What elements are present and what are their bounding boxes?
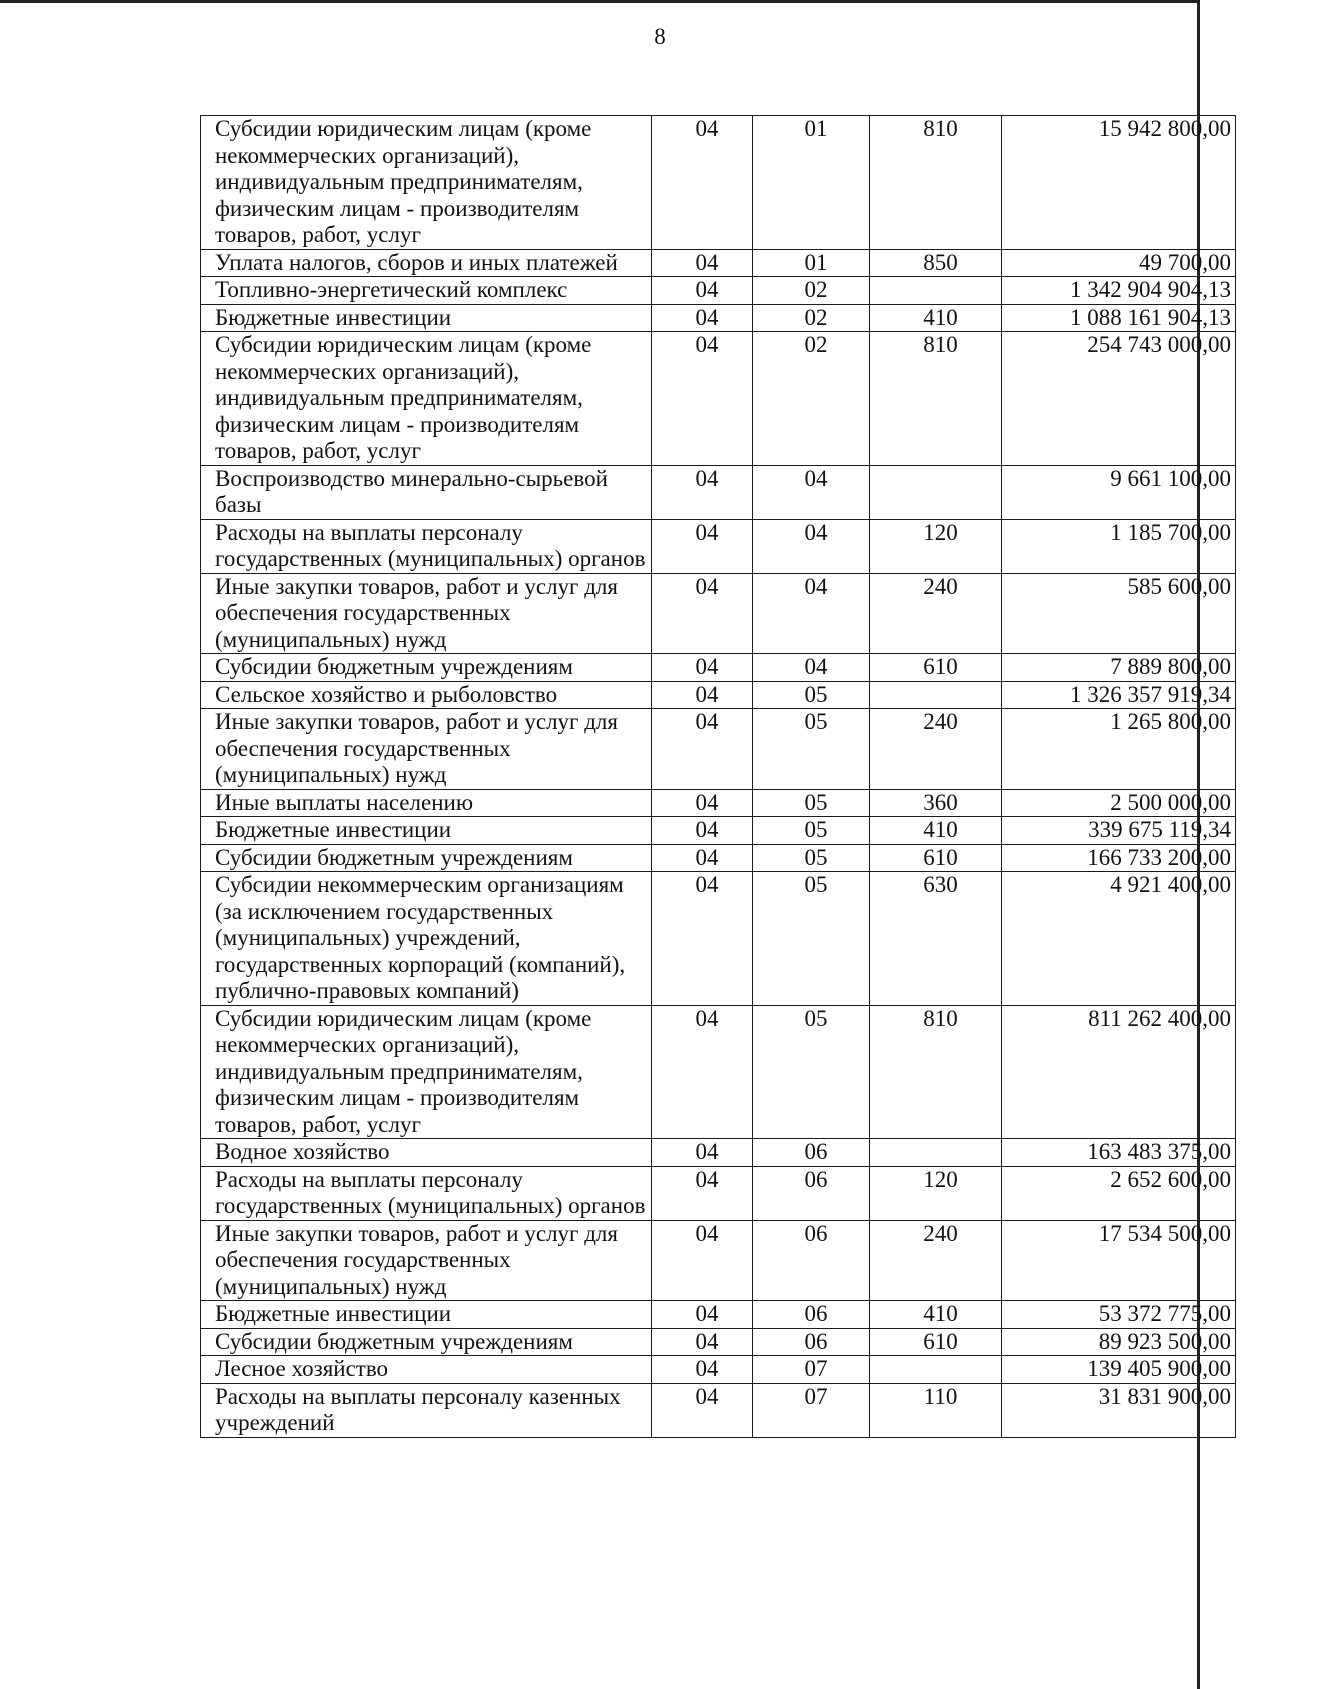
row-subsection-cell: 04 bbox=[753, 573, 870, 654]
row-expense-type-cell: 610 bbox=[870, 654, 1002, 682]
row-expense-type-cell: 360 bbox=[870, 789, 1002, 817]
table-row bbox=[201, 1383, 1236, 1437]
row-amount-cell: 1 088 161 904,13 bbox=[1002, 304, 1236, 332]
row-subsection-cell: 06 bbox=[753, 1220, 870, 1301]
row-name-cell: Бюджетные инвестиции bbox=[201, 817, 652, 845]
row-amount-cell: 1 342 904 904,13 bbox=[1002, 277, 1236, 305]
row-amount-cell: 4 921 400,00 bbox=[1002, 872, 1236, 1006]
row-section-cell: 04 bbox=[652, 709, 753, 790]
row-subsection-cell: 02 bbox=[753, 332, 870, 466]
row-amount-cell: 15 942 800,00 bbox=[1002, 116, 1236, 250]
row-section-cell: 04 bbox=[652, 1328, 753, 1356]
row-section-cell: 04 bbox=[652, 116, 753, 250]
row-amount-cell: 49 700,00 bbox=[1002, 249, 1236, 277]
row-name-cell: Бюджетные инвестиции bbox=[201, 304, 652, 332]
row-expense-type-cell: 810 bbox=[870, 116, 1002, 250]
row-section-cell: 04 bbox=[652, 872, 753, 1006]
row-section-cell: 04 bbox=[652, 1383, 753, 1437]
row-amount-cell: 166 733 200,00 bbox=[1002, 844, 1236, 872]
row-name-cell: Уплата налогов, сборов и иных платежей bbox=[201, 249, 652, 277]
row-amount-cell: 811 262 400,00 bbox=[1002, 1005, 1236, 1139]
row-name-cell: Иные закупки товаров, работ и услуг для обеспечения государственных (муниципальных) нужд bbox=[201, 1220, 652, 1301]
row-name-cell: Водное хозяйство bbox=[201, 1139, 652, 1167]
row-subsection-cell: 05 bbox=[753, 844, 870, 872]
row-name-cell: Субсидии юридическим лицам (кроме некоммерческих организаций), индивидуальным предпринимателям, физическим лицам - производителям товаров, работ, услуг bbox=[201, 1005, 652, 1139]
row-name-cell: Субсидии юридическим лицам (кроме некоммерческих организаций), индивидуальным предпринимателям, физическим лицам - производителям товаров, работ, услуг bbox=[201, 332, 652, 466]
row-subsection-cell: 02 bbox=[753, 304, 870, 332]
row-expense-type-cell: 410 bbox=[870, 304, 1002, 332]
row-subsection-cell: 06 bbox=[753, 1166, 870, 1220]
row-amount-cell: 585 600,00 bbox=[1002, 573, 1236, 654]
row-name-cell: Иные закупки товаров, работ и услуг для обеспечения государственных (муниципальных) нужд bbox=[201, 709, 652, 790]
table-row bbox=[201, 1356, 1236, 1384]
row-expense-type-cell: 810 bbox=[870, 1005, 1002, 1139]
row-subsection-cell: 01 bbox=[753, 249, 870, 277]
row-name-cell: Бюджетные инвестиции bbox=[201, 1301, 652, 1329]
row-subsection-cell: 05 bbox=[753, 872, 870, 1006]
row-subsection-cell: 05 bbox=[753, 817, 870, 845]
row-expense-type-cell: 120 bbox=[870, 1166, 1002, 1220]
row-section-cell: 04 bbox=[652, 1220, 753, 1301]
row-name-cell: Субсидии бюджетным учреждениям bbox=[201, 844, 652, 872]
table-row bbox=[201, 1301, 1236, 1329]
row-subsection-cell: 05 bbox=[753, 1005, 870, 1139]
table-row bbox=[201, 789, 1236, 817]
row-section-cell: 04 bbox=[652, 304, 753, 332]
row-expense-type-cell: 610 bbox=[870, 1328, 1002, 1356]
row-section-cell: 04 bbox=[652, 654, 753, 682]
table-row bbox=[201, 304, 1236, 332]
row-expense-type-cell: 610 bbox=[870, 844, 1002, 872]
row-expense-type-cell bbox=[870, 277, 1002, 305]
row-subsection-cell: 05 bbox=[753, 681, 870, 709]
row-name-cell: Иные выплаты населению bbox=[201, 789, 652, 817]
row-name-cell: Субсидии юридическим лицам (кроме некоммерческих организаций), индивидуальным предпринимателям, физическим лицам - производителям товаров, работ, услуг bbox=[201, 116, 652, 250]
table-row bbox=[201, 332, 1236, 466]
row-section-cell: 04 bbox=[652, 1166, 753, 1220]
row-expense-type-cell: 410 bbox=[870, 817, 1002, 845]
row-amount-cell: 163 483 375,00 bbox=[1002, 1139, 1236, 1167]
row-name-cell: Расходы на выплаты персоналу казенных учреждений bbox=[201, 1383, 652, 1437]
row-section-cell: 04 bbox=[652, 789, 753, 817]
row-expense-type-cell bbox=[870, 1356, 1002, 1384]
table-row bbox=[201, 681, 1236, 709]
row-amount-cell: 9 661 100,00 bbox=[1002, 465, 1236, 519]
row-name-cell: Расходы на выплаты персоналу государственных (муниципальных) органов bbox=[201, 519, 652, 573]
row-section-cell: 04 bbox=[652, 1139, 753, 1167]
table-row bbox=[201, 817, 1236, 845]
row-amount-cell: 254 743 000,00 bbox=[1002, 332, 1236, 466]
table-row bbox=[201, 872, 1236, 1006]
row-name-cell: Лесное хозяйство bbox=[201, 1356, 652, 1384]
row-name-cell: Топливно-энергетический комплекс bbox=[201, 277, 652, 305]
table-row bbox=[201, 277, 1236, 305]
row-amount-cell: 1 326 357 919,34 bbox=[1002, 681, 1236, 709]
table-row bbox=[201, 1139, 1236, 1167]
row-amount-cell: 2 652 600,00 bbox=[1002, 1166, 1236, 1220]
row-section-cell: 04 bbox=[652, 465, 753, 519]
row-subsection-cell: 06 bbox=[753, 1301, 870, 1329]
table-row bbox=[201, 844, 1236, 872]
row-name-cell: Субсидии некоммерческим организациям (за исключением государственных (муниципальных) учреждений, государственных корпораций (компаний), публично-правовых компаний) bbox=[201, 872, 652, 1006]
row-amount-cell: 31 831 900,00 bbox=[1002, 1383, 1236, 1437]
table-row bbox=[201, 1220, 1236, 1301]
row-amount-cell: 2 500 000,00 bbox=[1002, 789, 1236, 817]
row-name-cell: Субсидии бюджетным учреждениям bbox=[201, 654, 652, 682]
table-row bbox=[201, 1005, 1236, 1139]
row-section-cell: 04 bbox=[652, 249, 753, 277]
row-amount-cell: 89 923 500,00 bbox=[1002, 1328, 1236, 1356]
row-section-cell: 04 bbox=[652, 519, 753, 573]
row-section-cell: 04 bbox=[652, 332, 753, 466]
table-row bbox=[201, 249, 1236, 277]
row-section-cell: 04 bbox=[652, 1301, 753, 1329]
row-amount-cell: 17 534 500,00 bbox=[1002, 1220, 1236, 1301]
row-subsection-cell: 05 bbox=[753, 789, 870, 817]
row-section-cell: 04 bbox=[652, 573, 753, 654]
row-amount-cell: 53 372 775,00 bbox=[1002, 1301, 1236, 1329]
row-name-cell: Субсидии бюджетным учреждениям bbox=[201, 1328, 652, 1356]
row-expense-type-cell: 810 bbox=[870, 332, 1002, 466]
budget-table bbox=[200, 115, 1236, 1438]
table-row bbox=[201, 1328, 1236, 1356]
budget-table-body bbox=[201, 116, 1236, 1438]
row-section-cell: 04 bbox=[652, 681, 753, 709]
row-subsection-cell: 04 bbox=[753, 654, 870, 682]
row-subsection-cell: 01 bbox=[753, 116, 870, 250]
row-section-cell: 04 bbox=[652, 1005, 753, 1139]
row-expense-type-cell: 240 bbox=[870, 709, 1002, 790]
row-amount-cell: 139 405 900,00 bbox=[1002, 1356, 1236, 1384]
row-expense-type-cell: 240 bbox=[870, 573, 1002, 654]
row-expense-type-cell: 110 bbox=[870, 1383, 1002, 1437]
row-subsection-cell: 04 bbox=[753, 465, 870, 519]
row-subsection-cell: 02 bbox=[753, 277, 870, 305]
row-expense-type-cell: 850 bbox=[870, 249, 1002, 277]
row-expense-type-cell: 630 bbox=[870, 872, 1002, 1006]
table-row bbox=[201, 519, 1236, 573]
row-subsection-cell: 04 bbox=[753, 519, 870, 573]
row-name-cell: Воспроизводство минерально-сырьевой базы bbox=[201, 465, 652, 519]
table-row bbox=[201, 465, 1236, 519]
table-row bbox=[201, 654, 1236, 682]
row-expense-type-cell: 120 bbox=[870, 519, 1002, 573]
row-name-cell: Иные закупки товаров, работ и услуг для обеспечения государственных (муниципальных) нужд bbox=[201, 573, 652, 654]
row-expense-type-cell: 240 bbox=[870, 1220, 1002, 1301]
page-number: 8 bbox=[654, 24, 666, 49]
row-amount-cell: 339 675 119,34 bbox=[1002, 817, 1236, 845]
row-subsection-cell: 07 bbox=[753, 1356, 870, 1384]
row-expense-type-cell: 410 bbox=[870, 1301, 1002, 1329]
row-expense-type-cell bbox=[870, 465, 1002, 519]
row-name-cell: Сельское хозяйство и рыболовство bbox=[201, 681, 652, 709]
table-row bbox=[201, 116, 1236, 250]
row-subsection-cell: 07 bbox=[753, 1383, 870, 1437]
row-section-cell: 04 bbox=[652, 1356, 753, 1384]
row-name-cell: Расходы на выплаты персоналу государственных (муниципальных) органов bbox=[201, 1166, 652, 1220]
table-row bbox=[201, 573, 1236, 654]
row-subsection-cell: 06 bbox=[753, 1139, 870, 1167]
row-subsection-cell: 05 bbox=[753, 709, 870, 790]
row-subsection-cell: 06 bbox=[753, 1328, 870, 1356]
row-expense-type-cell bbox=[870, 1139, 1002, 1167]
row-amount-cell: 1 185 700,00 bbox=[1002, 519, 1236, 573]
row-section-cell: 04 bbox=[652, 817, 753, 845]
row-section-cell: 04 bbox=[652, 277, 753, 305]
table-row bbox=[201, 1166, 1236, 1220]
row-amount-cell: 7 889 800,00 bbox=[1002, 654, 1236, 682]
row-amount-cell: 1 265 800,00 bbox=[1002, 709, 1236, 790]
row-section-cell: 04 bbox=[652, 844, 753, 872]
table-row bbox=[201, 709, 1236, 790]
row-expense-type-cell bbox=[870, 681, 1002, 709]
